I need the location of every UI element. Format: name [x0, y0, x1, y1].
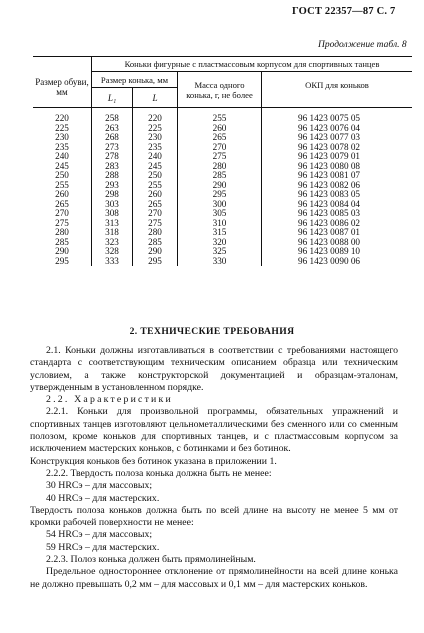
- cell-okp: 96 1423 0089 10: [262, 247, 413, 257]
- section-title: 2. ТЕХНИЧЕСКИЕ ТРЕБОВАНИЯ: [129, 326, 295, 337]
- hardness-master-40: 40 HRCэ – для мастерских.: [46, 492, 160, 504]
- hardness-mass-54: 54 HRCэ – для массовых;: [46, 529, 153, 541]
- cell-l1: 258: [92, 114, 133, 124]
- cell-l: 275: [133, 219, 178, 229]
- cell-mass: 265: [178, 133, 262, 143]
- col-header-okp: ОКП для коньков: [262, 72, 413, 108]
- cell-mass: 315: [178, 228, 262, 238]
- cell-okp: 96 1423 0077 03: [262, 133, 413, 143]
- cell-l: 230: [133, 133, 178, 143]
- cell-shoe-size: 250: [55, 170, 69, 180]
- cell-l1: 313: [92, 219, 133, 229]
- paragraph-2-2-3: 2.2.3. Полоз конька должен быть прямолинейным.: [46, 554, 256, 566]
- cell-mass: 255: [178, 114, 262, 124]
- cell-l1: 318: [92, 228, 133, 238]
- paragraph-2-2: [30, 394, 398, 406]
- cell-l1: 303: [92, 200, 133, 210]
- cell-l1: 278: [92, 152, 133, 162]
- cell-mass: 310: [178, 219, 262, 229]
- table-continuation-label: Продолжение табл. 8: [318, 40, 407, 50]
- cell-okp: 96 1423 0084 04: [262, 200, 413, 210]
- paragraph-2-2-1: 2.2.1. Коньки для произвольной программы, обязательных упражнений и спортивных танцев изготовляют цельнометаллическими без сменного или со сменным полозом, кроме коньков для спортивных танцев, и с пластмассовым корпусом за исключением мастерских коньков, с ботинками и без ботинок.: [30, 406, 398, 455]
- cell-okp: 96 1423 0079 01: [262, 152, 413, 162]
- cell-l: 260: [133, 190, 178, 200]
- cell-l1: 288: [92, 171, 133, 181]
- cell-mass: 295: [178, 190, 262, 200]
- spec-table: [33, 56, 412, 266]
- cell-okp: 96 1423 0088 00: [262, 238, 413, 248]
- cell-mass: 330: [178, 257, 262, 267]
- cell-l1: 298: [92, 190, 133, 200]
- paragraph-2-2-2: 2.2.2. Твердость полоза конька должна быть не менее:: [46, 467, 272, 479]
- hardness-master-59: 59 HRCэ – для мастерских.: [46, 541, 160, 553]
- cell-l: 225: [133, 124, 178, 134]
- cell-mass: 325: [178, 247, 262, 257]
- col-header-group: Коньки фигурные с пластмассовым корпусом для спортивных танцев: [92, 57, 413, 72]
- cell-l: 285: [133, 238, 178, 248]
- cell-okp: 96 1423 0078 02: [262, 143, 413, 153]
- cell-shoe-size: 255: [55, 179, 69, 190]
- cell-l: 265: [133, 200, 178, 210]
- cell-mass: 260: [178, 124, 262, 134]
- cell-okp: 96 1423 0082 06: [262, 181, 413, 191]
- cell-mass: 300: [178, 200, 262, 210]
- cell-shoe-size: 290: [55, 246, 69, 256]
- cell-okp: 96 1423 0090 06: [262, 257, 413, 267]
- col-header-mass: Масса одного конька, г, не более: [178, 72, 262, 108]
- cell-l: 255: [133, 181, 178, 191]
- cell-shoe-size: 285: [55, 236, 69, 247]
- cell-l: 245: [133, 162, 178, 172]
- cell-shoe-size: 265: [55, 198, 69, 209]
- cell-l1: 273: [92, 143, 133, 153]
- cell-mass: 270: [178, 143, 262, 153]
- cell-l1: 323: [92, 238, 133, 248]
- cell-mass: 305: [178, 209, 262, 219]
- cell-shoe-size: 230: [55, 132, 69, 142]
- col-header-shoe-size: Размер обуви, мм: [33, 57, 92, 108]
- cell-l1: 268: [92, 133, 133, 143]
- cell-shoe-size: 275: [55, 217, 69, 228]
- cell-l1: 263: [92, 124, 133, 134]
- cell-l1: 333: [92, 257, 133, 267]
- cell-okp: 96 1423 0080 08: [262, 162, 413, 172]
- table-row: [33, 257, 412, 267]
- cell-l: 235: [133, 143, 178, 153]
- paragraph-deviation: Предельное одностороннее отклонение от прямолинейности на всей длине конька не должно превышать 0,2 мм – для массовых и 0,1 мм – для мастерских коньков.: [30, 566, 398, 590]
- cell-shoe-size: 220: [55, 113, 69, 123]
- cell-shoe-size: 240: [55, 151, 69, 161]
- cell-shoe-size: 260: [55, 189, 69, 199]
- cell-l1: 328: [92, 247, 133, 257]
- hardness-mass-30: 30 HRCэ – для массовых;: [46, 480, 153, 492]
- cell-l1: 308: [92, 209, 133, 219]
- cell-shoe-size: 225: [55, 122, 69, 133]
- body-text: [30, 345, 398, 591]
- cell-okp: 96 1423 0081 07: [262, 171, 413, 181]
- cell-l: 295: [133, 257, 178, 267]
- cell-shoe-size: 280: [55, 227, 69, 237]
- cell-okp: 96 1423 0076 04: [262, 124, 413, 134]
- cell-okp: 96 1423 0086 02: [262, 219, 413, 229]
- cell-mass: 285: [178, 171, 262, 181]
- cell-l: 290: [133, 247, 178, 257]
- cell-shoe-size: 295: [55, 255, 69, 266]
- cell-shoe-size: 245: [55, 160, 69, 171]
- paragraph-hardness-depth: Твердость полоза коньков должна быть по всей длине на высоту не менее 5 мм от кромки рабочей поверхности не менее:: [30, 504, 398, 529]
- cell-shoe-size: 235: [55, 141, 69, 152]
- cell-mass: 280: [178, 162, 262, 172]
- cell-mass: 290: [178, 181, 262, 191]
- paragraph-2-1: 2.1. Коньки должны изготавливаться в соответствии с требованиями настоящего стандарта с соответствующим техническим описанием образца или техническим условием, а также конструкторской документацией и образцам-эталонам, утвержденным в установленном порядке.: [30, 345, 398, 393]
- cell-okp: 96 1423 0087 01: [262, 228, 413, 238]
- cell-l: 280: [133, 228, 178, 238]
- col-header-l: L: [133, 88, 178, 108]
- cell-shoe-size: 270: [55, 208, 69, 218]
- col-header-blade-size: Размер конька, мм: [92, 72, 178, 88]
- cell-l: 250: [133, 171, 178, 181]
- cell-l: 220: [133, 114, 178, 124]
- characteristics-heading: 2.2. Характеристики: [46, 394, 173, 406]
- cell-l1: 293: [92, 181, 133, 191]
- cell-l1: 283: [92, 162, 133, 172]
- page-header: ГОСТ 22357—87 С. 7: [292, 6, 396, 17]
- cell-mass: 275: [178, 152, 262, 162]
- cell-okp: 96 1423 0075 05: [262, 114, 413, 124]
- cell-l: 240: [133, 152, 178, 162]
- cell-l: 270: [133, 209, 178, 219]
- cell-okp: 96 1423 0083 05: [262, 190, 413, 200]
- col-header-l1: L₁: [92, 88, 133, 108]
- paragraph-construction: Конструкция коньков без ботинок указана в приложении 1.: [30, 455, 277, 467]
- cell-mass: 320: [178, 238, 262, 248]
- cell-okp: 96 1423 0085 03: [262, 209, 413, 219]
